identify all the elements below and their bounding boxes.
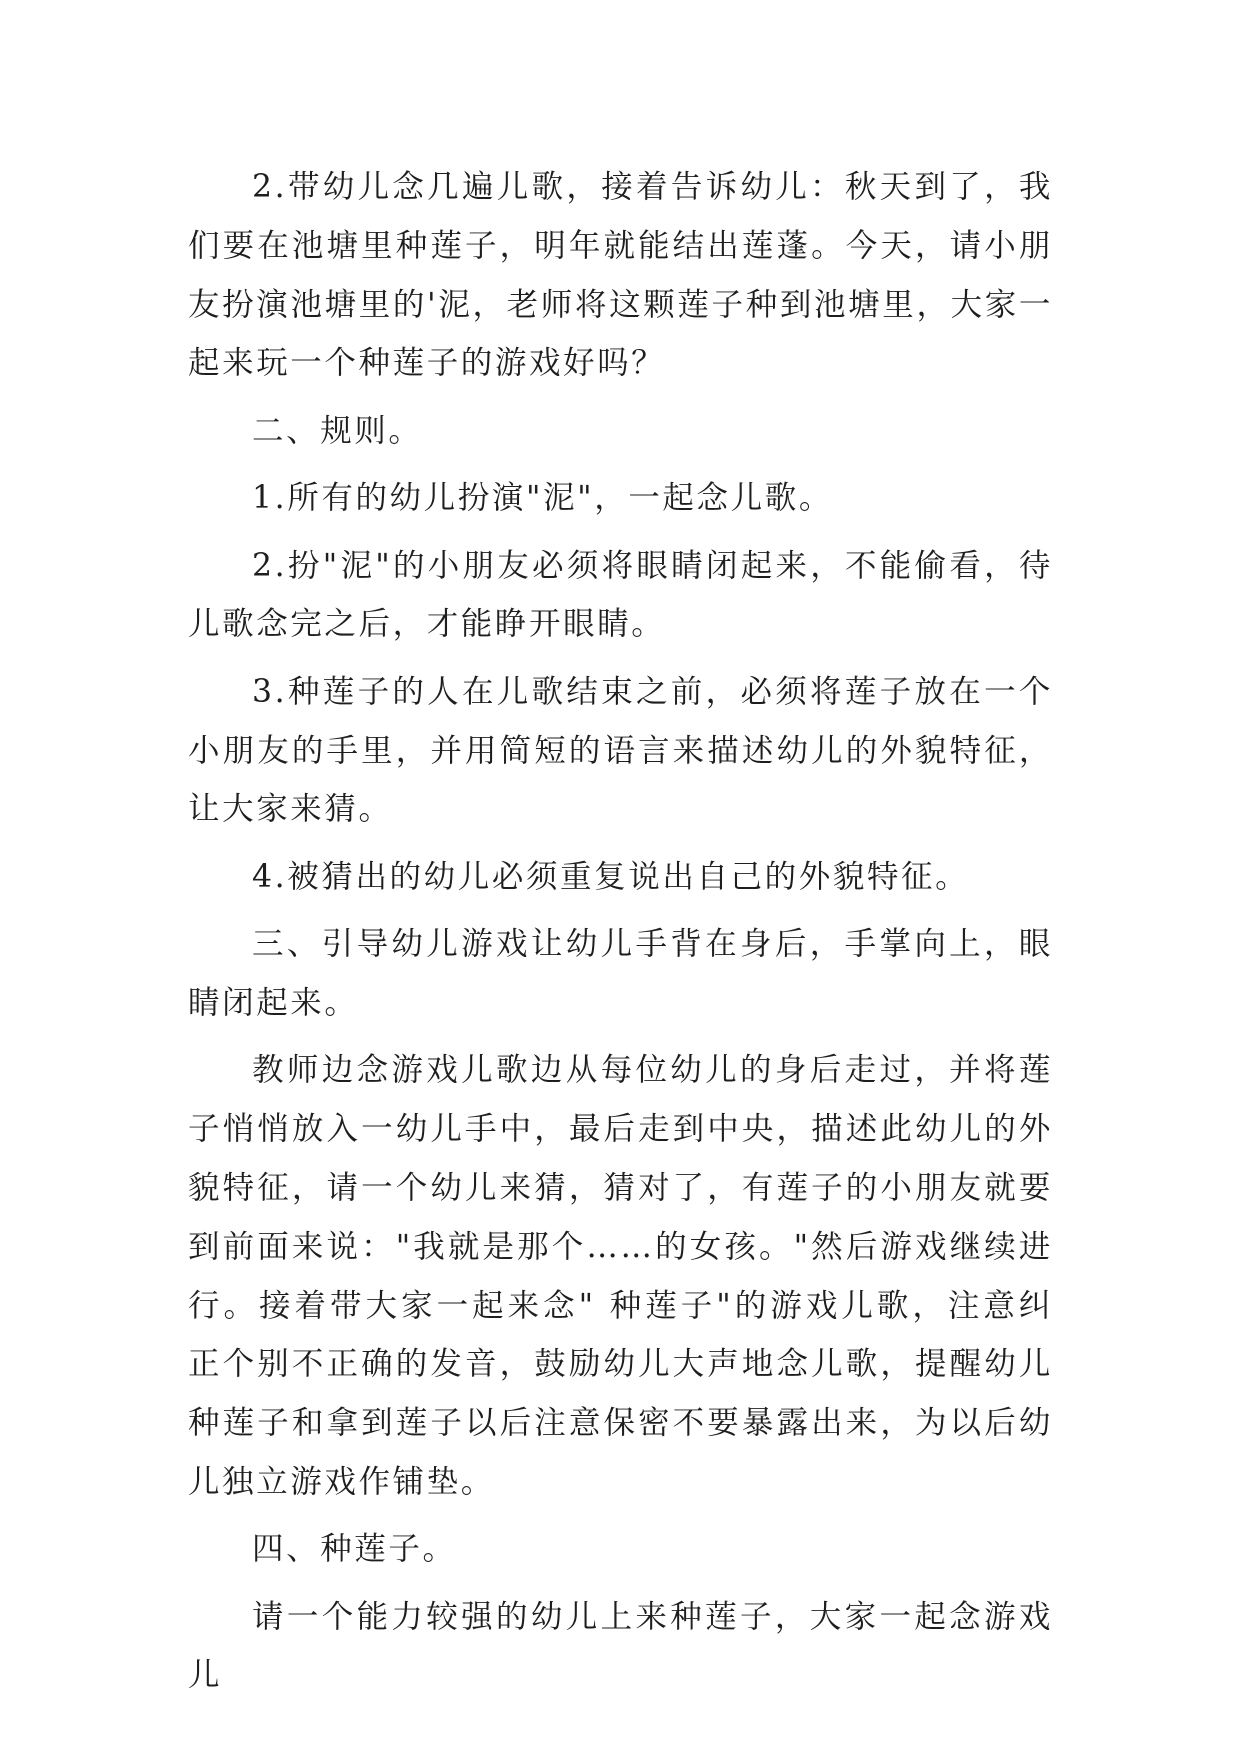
paragraph-rule-1: 1.所有的幼儿扮演"泥"，一起念儿歌。: [252, 480, 833, 517]
heading-guide-game: 三、引导幼儿游戏让幼儿手背在身后，手掌向上，眼睛闭起来。: [188, 926, 1053, 1021]
heading-plant-lotus-seeds: 四、种莲子。: [252, 1531, 457, 1568]
paragraph-instruction-2: 2.带幼儿念几遍儿歌，接着告诉幼儿：秋天到了，我们要在池塘里种莲子，明年就能结出莲蓬。今天，请小朋友扮演池塘里的'泥，老师将这颗莲子种到池塘里，大家一起来玩一个种莲子的游戏好吗？: [188, 169, 1053, 382]
paragraph-teacher-procedure: 教师边念游戏儿歌边从每位幼儿的身后走过，并将莲子悄悄放入一幼儿手中，最后走到中央，描述此幼儿的外貌特征，请一个幼儿来猜，猜对了，有莲子的小朋友就要到前面来说："我就是那个……的女孩。"然后游戏继续进行。接着带大家一起来念" 种莲子"的游戏儿歌，注意纠正个别不正确的发音，鼓励幼儿大声地念儿歌，提醒幼儿种莲子和拿到莲子以后注意保密不要暴露出来，为以后幼儿独立游戏作铺垫。: [188, 1052, 1053, 1500]
paragraph-rule-3: 3.种莲子的人在儿歌结束之前，必须将莲子放在一个小朋友的手里，并用简短的语言来描述幼儿的外貌特征，让大家来猜。: [188, 673, 1053, 828]
heading-rules: 二、规则。: [252, 412, 423, 449]
paragraph-rule-4: 4.被猜出的幼儿必须重复说出自己的外貌特征。: [252, 858, 970, 895]
paragraph-plant-lotus-seeds: 请一个能力较强的幼儿上来种莲子，大家一起念游戏儿: [188, 1598, 1053, 1694]
paragraph-rule-2: 2.扮"泥"的小朋友必须将眼睛闭起来，不能偷看，待儿歌念完之后，才能睁开眼睛。: [188, 547, 1053, 643]
document-page: [188, 158, 1053, 1714]
